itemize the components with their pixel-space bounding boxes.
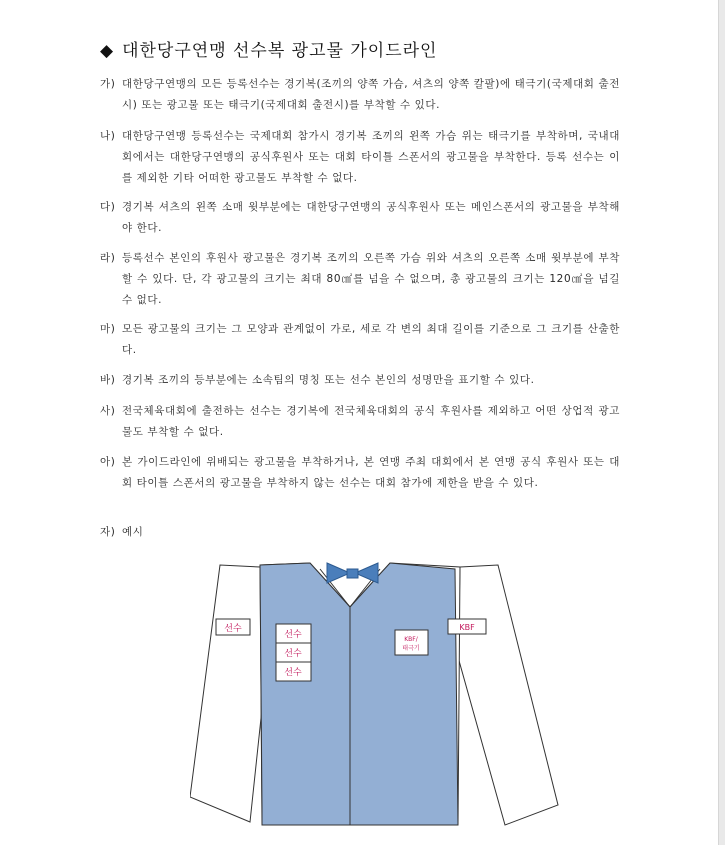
item-text: 등록선수 본인의 후원사 광고물은 경기복 조끼의 오른쪽 가슴 위와 셔츠의 오른쪽 소매 윗부분에 부착할 수 있다. 단, 각 광고물의 크기는 최대 80㎠를 넘을 수 없으며, 총 광고물의 크기는 120㎠을 넘길 수 없다. (122, 252, 620, 306)
list-item (100, 248, 620, 311)
list-item (100, 401, 620, 443)
right-sleeve-label: KBF (459, 623, 475, 632)
list-item (100, 197, 620, 239)
chest-label: 선수 (284, 649, 302, 659)
scrollbar[interactable] (718, 0, 725, 845)
item-marker: 라) (100, 252, 116, 264)
item-marker: 가) (100, 78, 116, 90)
item-marker: 사) (100, 405, 116, 417)
right-chest-label-line1: KBF/ (404, 636, 418, 643)
item-marker: 자) (100, 526, 116, 538)
item-text: 대한당구연맹의 모든 등록선수는 경기복(조끼의 양쪽 가슴, 셔츠의 양쪽 칼팔)에 태극기(국제대회 출전시) 또는 광고물 또는 태극기(국제대회 출전시)를 부착할 수 있다. (122, 78, 620, 111)
right-chest-label-line2: 태극기 (402, 645, 420, 652)
shirt-left-sleeve (190, 565, 268, 822)
item-text: 경기복 조끼의 등부분에는 소속팀의 명칭 또는 선수 본인의 성명만을 표기할 수 있다. (122, 374, 535, 386)
left-sleeve-label: 선수 (224, 624, 242, 634)
vest-right-panel (350, 563, 458, 825)
list-item (100, 126, 620, 189)
item-text: 대한당구연맹 등록선수는 국제대회 참가시 경기복 조끼의 왼쪽 가슴 위는 태극기를 부착하며, 국내대회에서는 대한당구연맹의 공식후원사 또는 대회 타이틀 스폰서의 광고물을 부착한다. 등록 선수는 이를 제외한 기타 어떠한 광고물도 부착할 수 없다. (122, 130, 620, 184)
bow-tie-knot (347, 569, 358, 578)
item-text: 모든 광고물의 크기는 그 모양과 관계없이 가로, 세로 각 변의 최대 길이를 기준으로 그 크기를 산출한다. (122, 323, 620, 356)
chest-label: 선수 (284, 668, 302, 678)
item-marker: 마) (100, 323, 116, 335)
item-text: 예시 (122, 526, 144, 538)
item-marker: 다) (100, 201, 116, 213)
item-text: 전국체육대회에 출전하는 선수는 경기복에 전국체육대회의 공식 후원사를 제외하고 어떤 상업적 광고물도 부착할 수 없다. (122, 405, 620, 438)
page-title-text: 대한당구연맹 선수복 광고물 가이드라인 (122, 41, 438, 61)
item-marker: 나) (100, 130, 116, 142)
list-item (100, 452, 620, 494)
list-item (100, 74, 620, 116)
shirt-right-sleeve (458, 565, 558, 825)
list-item (100, 319, 620, 361)
list-item (100, 522, 620, 543)
item-text: 본 가이드라인에 위배되는 광고물을 부착하거나, 본 연맹 주최 대회에서 본 연맹 공식 후원사 또는 대회 타이틀 스폰서의 광고물을 부착하지 않는 선수는 대회 참가에 제한을 받을 수 있다. (122, 456, 620, 489)
item-marker: 아) (100, 456, 116, 468)
diamond-bullet-icon: ◆ (100, 41, 115, 61)
uniform-illustration (190, 557, 570, 832)
chest-label: 선수 (284, 630, 302, 640)
item-text: 경기복 셔츠의 왼쪽 소매 윗부분에는 대한당구연맹의 공식후원사 또는 메인스폰서의 광고물을 부착해야 한다. (122, 201, 620, 234)
page-title (100, 36, 437, 61)
item-marker: 바) (100, 374, 116, 386)
list-item (100, 370, 620, 391)
vest-left-panel (260, 563, 350, 825)
